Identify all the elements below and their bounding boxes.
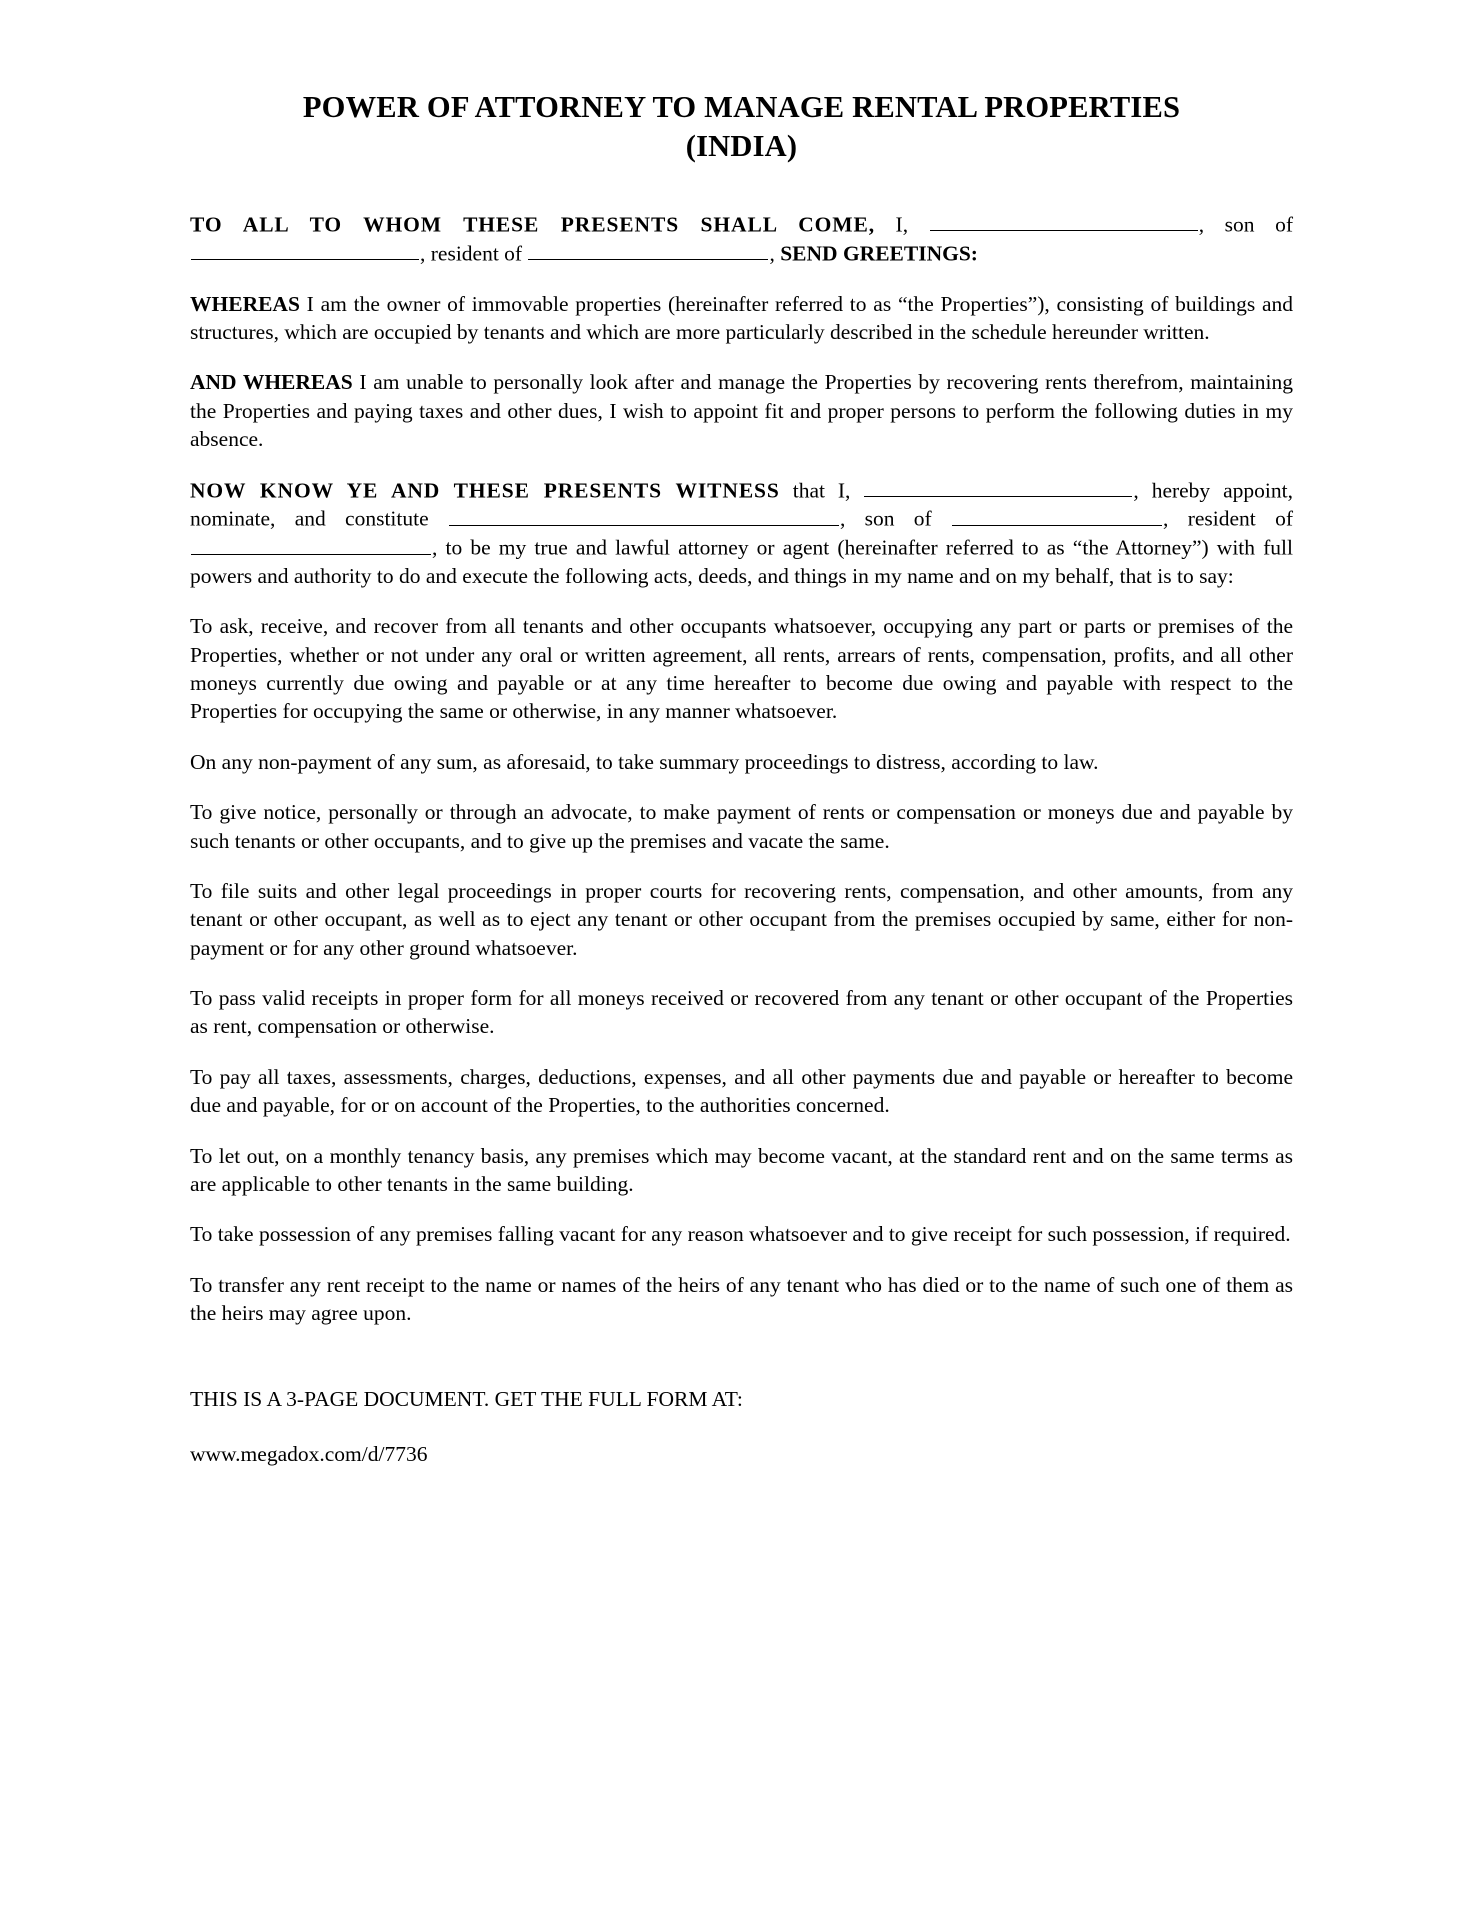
now-know-ye-text-c: , son of <box>839 506 952 531</box>
whereas-text: I am the owner of immovable properties (hereinafter referred to as “the Properties”), consisting of buildings and structures, which are occupied by tenants and which are more particularly described in the schedule hereunder written. <box>190 291 1293 345</box>
blank-principal-name[interactable] <box>864 476 1132 497</box>
now-know-ye-text-e: , to be my true and lawful attorney or agent (hereinafter referred to as “the Attorney”) with full powers and authority to do and execute the following acts, deeds, and things in my name and on my behalf, that is to say: <box>190 535 1293 588</box>
now-know-ye-lead: NOW KNOW YE AND THESE PRESENTS WITNESS <box>190 477 780 502</box>
document-footer <box>190 1385 1293 1469</box>
and-whereas-text: I am unable to personally look after and manage the Properties by recovering rents therefrom, maintaining the Properties and paying taxes and other dues, I wish to appoint fit and proper persons to perform the following duties in my absence. <box>190 370 1293 452</box>
paragraph-preamble <box>190 210 1293 268</box>
paragraph-now-know-ye <box>190 476 1293 591</box>
preamble-send-greetings: SEND GREETINGS: <box>780 241 978 266</box>
paragraph-power-recover-rents: To ask, receive, and recover from all tenants and other occupants whatsoever, occupying any part or parts or premises of the Properties, whether or not under any oral or written agreement, all rents, arrears of rents, compensation, profits, and all other moneys currently due owing and payable or at any time hereafter to become due owing and payable with respect to the Properties for occupying the same or otherwise, in any manner whatsoever. <box>190 614 1293 724</box>
document-body <box>190 210 1293 1327</box>
preamble-lead: TO ALL TO WHOM THESE PRESENTS SHALL COME, <box>190 212 875 237</box>
preamble-text-a: I, <box>874 212 929 237</box>
blank-attorney-residence[interactable] <box>191 533 431 554</box>
footer-url[interactable]: www.megadox.com/d/7736 <box>190 1442 428 1467</box>
whereas-lead: WHEREAS <box>190 291 300 316</box>
blank-attorney-father[interactable] <box>952 504 1162 525</box>
and-whereas-lead: AND WHEREAS <box>190 370 353 395</box>
now-know-ye-text-d: , resident of <box>1163 506 1293 531</box>
preamble-text-b: , son of <box>1198 212 1293 237</box>
paragraph-whereas <box>190 290 1293 347</box>
title-line-2: (INDIA) <box>685 129 798 164</box>
paragraph-power-pay-taxes: To pay all taxes, assessments, charges, deductions, expenses, and all other payments due and payable or hereafter to become due and payable, for or on account of the Properties, to the authorities concerned. <box>190 1064 1293 1118</box>
now-know-ye-text-b: , hereby appoint, nominate, and constitute <box>190 477 1293 531</box>
paragraph-power-possession: To take possession of any premises falling vacant for any reason whatsoever and to give receipt for such possession, if required. <box>190 1222 1291 1247</box>
page-title <box>190 88 1293 166</box>
preamble-comma: , <box>769 241 781 266</box>
blank-grantor-father[interactable] <box>191 239 419 260</box>
paragraph-power-let-out: To let out, on a monthly tenancy basis, any premises which may become vacant, at the standard rent and on the same terms as are applicable to other tenants in the same building. <box>190 1143 1293 1196</box>
paragraph-and-whereas <box>190 368 1293 453</box>
title-line-1: POWER OF ATTORNEY TO MANAGE RENTAL PROPERTIES <box>302 90 1181 124</box>
footer-notice: THIS IS A 3-PAGE DOCUMENT. GET THE FULL FORM AT: <box>190 1387 743 1412</box>
blank-grantor-name[interactable] <box>930 210 1198 231</box>
blank-grantor-residence[interactable] <box>528 239 768 260</box>
paragraph-power-give-notice: To give notice, personally or through an advocate, to make payment of rents or compensation or moneys due and payable by such tenants or other occupants, and to give up the premises and vacate the same. <box>190 800 1293 853</box>
now-know-ye-text-a: that I, <box>779 477 864 502</box>
paragraph-power-transfer-receipt: To transfer any rent receipt to the name or names of the heirs of any tenant who has died or to the name of such one of them as the heirs may agree upon. <box>190 1272 1293 1326</box>
paragraph-power-file-suits: To file suits and other legal proceedings in proper courts for recovering rents, compensation, and other amounts, from any tenant or other occupant, as well as to eject any tenant or other occupant from the premises occupied by same, either for non-payment or for any other ground whatsoever. <box>190 878 1293 960</box>
paragraph-power-distress: On any non-payment of any sum, as aforesaid, to take summary proceedings to distress, according to law. <box>190 749 1099 774</box>
paragraph-power-receipts: To pass valid receipts in proper form for all moneys received or recovered from any tenant or other occupant of the Properties as rent, compensation or otherwise. <box>190 986 1293 1039</box>
preamble-text-c: , resident of <box>420 241 528 266</box>
blank-attorney-name[interactable] <box>449 504 839 525</box>
